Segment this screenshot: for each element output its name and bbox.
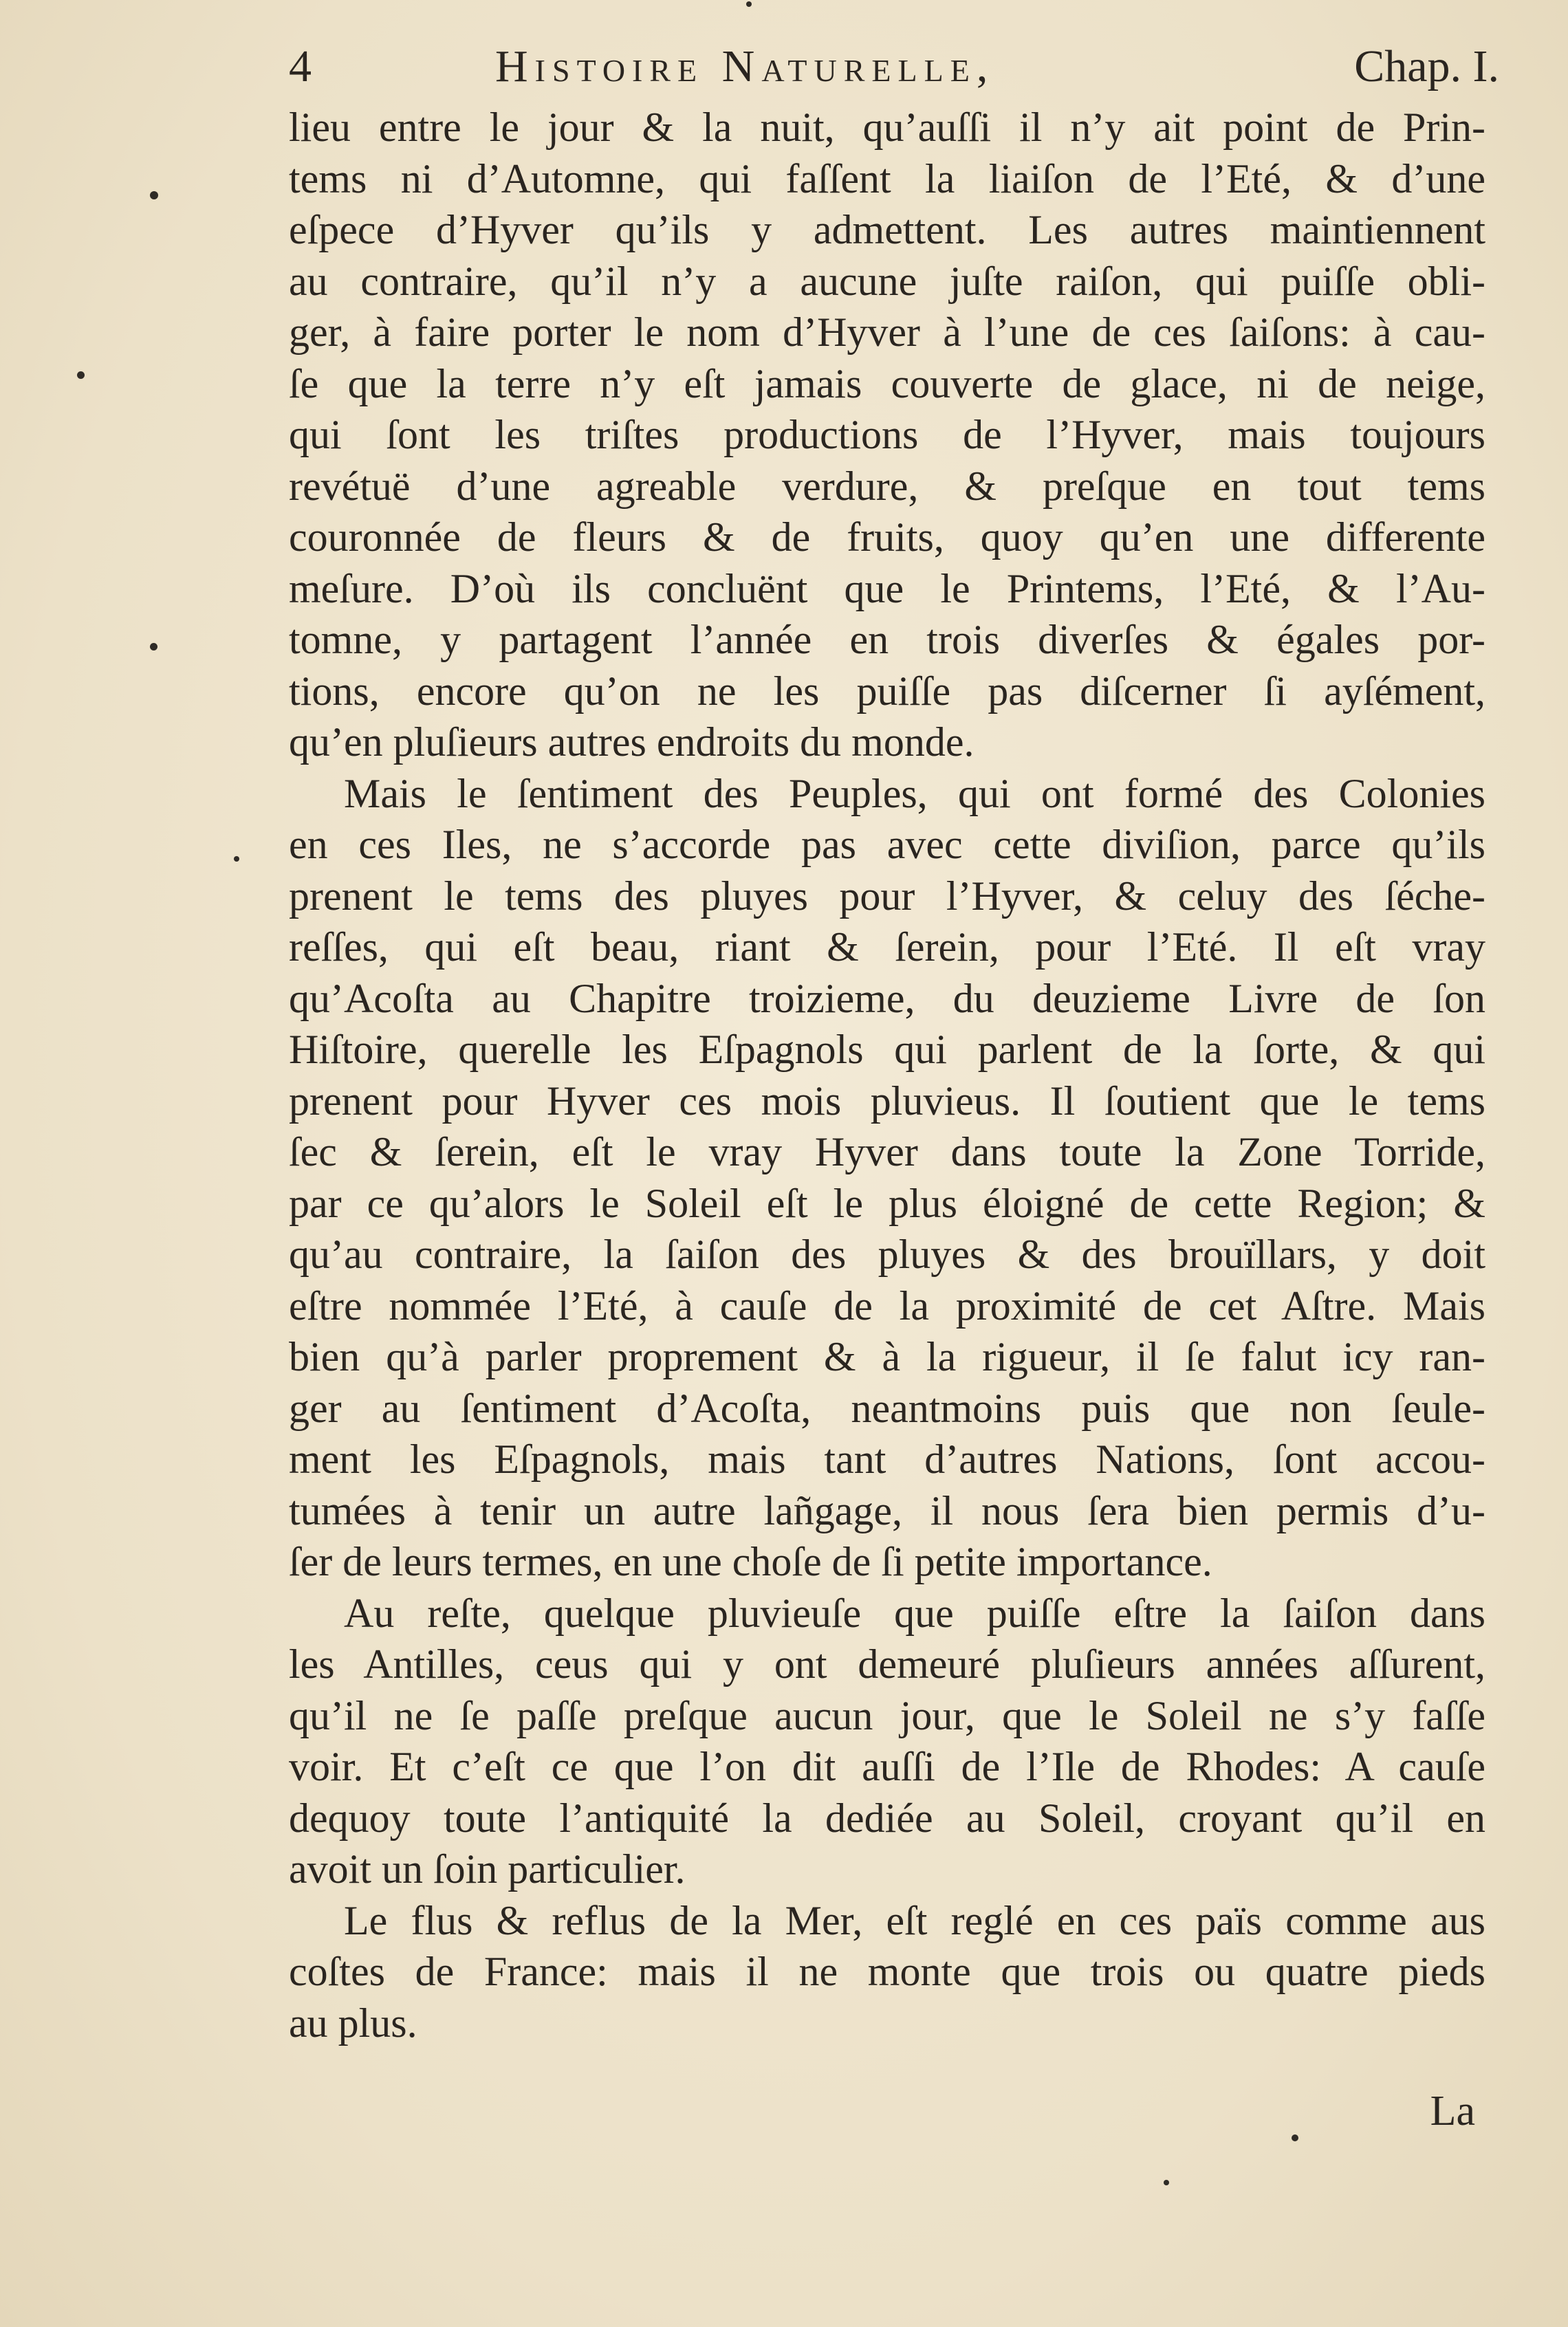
ink-speck [1292, 2134, 1298, 2141]
text-line: meſure. D’où ils concluënt que le Printems, l’Eté, & l’Au- [289, 565, 1485, 611]
text-line: reſſes, qui eſt beau, riant & ſerein, pour l’Eté. Il eſt vray [289, 924, 1485, 970]
ink-speck [150, 191, 158, 199]
running-title: Histoire Naturelle, [495, 41, 995, 91]
text-line: tomne, y partagent l’année en trois diverſes & égales por- [289, 617, 1485, 662]
text-line: dequoy toute l’antiquité la dediée au Soleil, croyant qu’il en [289, 1795, 1485, 1841]
text-line: tions, encore qu’on ne les puiſſe pas diſcerner ſi ayſément, [289, 668, 1485, 714]
ink-speck [150, 643, 157, 651]
text-line: Le flus & reflus de la Mer, eſt reglé en ces païs comme aus [344, 1897, 1485, 1943]
text-line: voir. Et c’eſt ce que l’on dit auſſi de l’Ile de Rhodes: A cauſe [289, 1744, 1485, 1789]
text-line: par ce qu’alors le Soleil eſt le plus éloigné de cette Region; & [289, 1180, 1485, 1226]
text-line: revétuë d’une agreable verdure, & preſque en tout tems [289, 463, 1485, 509]
text-line: ſer de leurs termes, en une choſe de ſi petite importance. [289, 1539, 1212, 1584]
body-text [289, 102, 1485, 2049]
text-line: qu’Acoſta au Chapitre troizieme, du deuzieme Livre de ſon [289, 975, 1485, 1021]
text-line: eſpece d’Hyver qu’ils y admettent. Les autres maintiennent [289, 207, 1485, 252]
ink-speck [234, 856, 239, 862]
catchword: La [1430, 2088, 1475, 2134]
page-number: 4 [289, 41, 312, 91]
text-line: ſe que la terre n’y eſt jamais couverte de glace, ni de neige, [289, 360, 1485, 406]
text-line: prenent le tems des pluyes pour l’Hyver, & celuy des ſéche- [289, 873, 1485, 919]
text-line: qu’au contraire, la ſaiſon des pluyes & des brouïllars, y doit [289, 1232, 1485, 1277]
text-line: tumées à tenir un autre lañgage, il nous ſera bien permis d’u- [289, 1487, 1485, 1533]
text-line: couronnée de fleurs & de fruits, quoy qu’en une differente [289, 514, 1485, 560]
text-line: ment les Eſpagnols, mais tant d’autres Nations, ſont accou- [289, 1436, 1485, 1482]
ink-speck [746, 1, 752, 7]
text-line: ſec & ſerein, eſt le vray Hyver dans toute la Zone Torride, [289, 1129, 1485, 1175]
text-line: Hiſtoire, querelle les Eſpagnols qui parlent de la ſorte, & qui [289, 1027, 1485, 1072]
text-line: au contraire, qu’il n’y a aucune juſte raiſon, qui puiſſe obli- [289, 258, 1485, 304]
text-line: prenent pour Hyver ces mois pluvieus. Il ſoutient que le tems [289, 1078, 1485, 1124]
running-header [289, 36, 1499, 98]
text-line: qui ſont les triſtes productions de l’Hyver, mais toujours [289, 412, 1485, 457]
text-line: ger au ſentiment d’Acoſta, neantmoins puis que non ſeule- [289, 1385, 1485, 1431]
text-line: au plus. [289, 2000, 417, 2046]
text-line: qu’en pluſieurs autres endroits du monde. [289, 719, 974, 765]
ink-speck [1164, 2180, 1169, 2185]
text-line: qu’il ne ſe paſſe preſque aucun jour, que le Soleil ne s’y faſſe [289, 1692, 1485, 1738]
text-line: avoit un ſoin particulier. [289, 1846, 686, 1892]
text-line: les Antilles, ceus qui y ont demeuré pluſieurs années aſſurent, [289, 1641, 1485, 1687]
text-line: bien qu’à parler proprement & à la rigueur, il ſe falut icy ran- [289, 1334, 1485, 1379]
text-line: coſtes de France: mais il ne monte que trois ou quatre pieds [289, 1949, 1485, 1994]
text-line: ger, à faire porter le nom d’Hyver à l’une de ces ſaiſons: à cau- [289, 309, 1485, 355]
text-line: lieu entre le jour & la nuit, qu’auſſi il n’y ait point de Prin- [289, 105, 1485, 150]
chapter-label: Chap. I. [1354, 41, 1499, 91]
text-line: Mais le ſentiment des Peuples, qui ont formé des Colonies [344, 770, 1485, 816]
text-line: Au reſte, quelque pluvieuſe que puiſſe eſtre la ſaiſon dans [344, 1590, 1485, 1636]
text-line: tems ni d’Automne, qui faſſent la liaiſon de l’Eté, & d’une [289, 155, 1485, 201]
ink-speck [77, 371, 85, 379]
text-line: en ces Iles, ne s’accorde pas avec cette diviſion, parce qu’ils [289, 822, 1485, 867]
text-line: eſtre nommée l’Eté, à cauſe de la proximité de cet Aſtre. Mais [289, 1282, 1485, 1329]
